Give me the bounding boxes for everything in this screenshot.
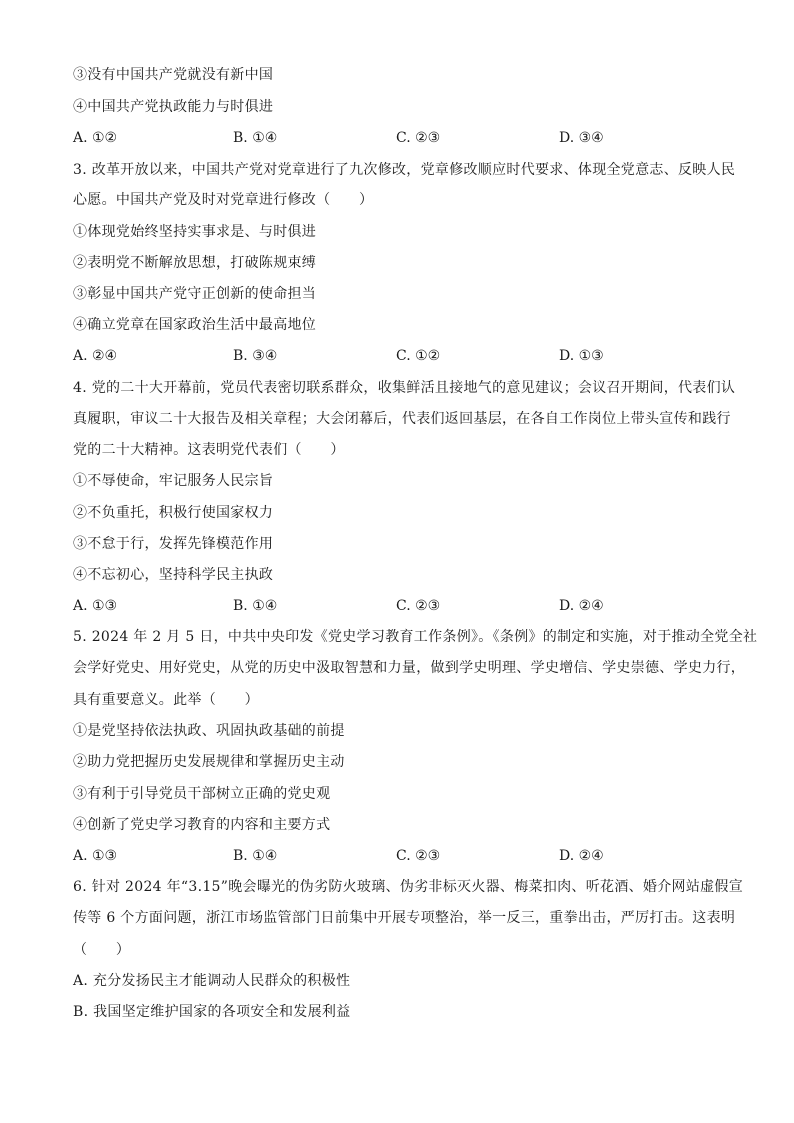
q3-item-1: ①体现党始终坚持实事求是、与时俱进 <box>73 224 317 240</box>
q4-option-a: A. ①③ <box>73 598 118 614</box>
q3-stem-line-1: 3. 改革开放以来，中国共产党对党章进行了九次修改，党章修改顺应时代要求、体现全党意志、反映人民 <box>73 162 736 178</box>
q4-option-c: C. ②③ <box>396 598 441 614</box>
q4-item-3: ③不怠于行，发挥先锋模范作用 <box>73 536 274 552</box>
q5-item-1: ①是党坚持依法执政、巩固执政基础的前提 <box>73 723 345 739</box>
q2-item-4: ④中国共产党执政能力与时俱进 <box>73 99 274 115</box>
q3-option-a: A. ②④ <box>73 348 118 364</box>
q4-item-4: ④不忘初心，坚持科学民主执政 <box>73 567 274 583</box>
q4-stem-line-3: 党的二十大精神。这表明党代表们（ ） <box>73 442 345 458</box>
q3-option-b: B. ③④ <box>233 348 278 364</box>
q3-option-d: D. ①③ <box>559 348 604 364</box>
q5-stem-line-3: 具有重要意义。此举（ ） <box>73 692 259 708</box>
q5-option-b: B. ①④ <box>233 848 278 864</box>
q5-option-a: A. ①③ <box>73 848 118 864</box>
q3-option-c: C. ①② <box>396 348 441 364</box>
q4-option-d: D. ②④ <box>559 598 604 614</box>
q5-item-4: ④创新了党史学习教育的内容和主要方式 <box>73 817 331 833</box>
q5-option-c: C. ②③ <box>396 848 441 864</box>
q3-item-2: ②表明党不断解放思想，打破陈规束缚 <box>73 255 317 271</box>
q4-option-b: B. ①④ <box>233 598 278 614</box>
q2-option-b: B. ①④ <box>233 130 278 146</box>
q5-stem-line-2: 会学好党史、用好党史，从党的历史中汲取智慧和力量，做到学史明理、学史增信、学史崇德、学史力行， <box>73 660 746 676</box>
q5-item-2: ②助力党把握历史发展规律和掌握历史主动 <box>73 754 345 770</box>
q4-item-2: ②不负重托，积极行使国家权力 <box>73 505 274 521</box>
q5-stem-line-1: 5. 2024 年 2 月 5 日，中共中央印发《党史学习教育工作条例》。《条例》的制定和实施，对于推动全党全社 <box>73 629 758 645</box>
q2-option-a: A. ①② <box>73 130 118 146</box>
q6-stem-line-2: 传等 6 个方面问题，浙江市场监管部门日前集中开展专项整治，举一反三，重拳出击，严厉打击。这表明 <box>73 910 736 926</box>
q3-item-4: ④确立党章在国家政治生活中最高地位 <box>73 317 317 333</box>
q2-item-3: ③没有中国共产党就没有新中国 <box>73 67 274 83</box>
q3-item-3: ③彰显中国共产党守正创新的使命担当 <box>73 286 317 302</box>
q6-stem-line-3: （ ） <box>73 942 131 958</box>
q6-choice-a: A. 充分发扬民主才能调动人民群众的积极性 <box>73 973 351 989</box>
q4-stem-line-1: 4. 党的二十大开幕前，党员代表密切联系群众，收集鲜活且接地气的意见建议；会议召开期间，代表们认 <box>73 380 736 396</box>
q4-item-1: ①不辱使命，牢记服务人民宗旨 <box>73 473 274 489</box>
q3-stem-line-2: 心愿。中国共产党及时对党章进行修改（ ） <box>73 192 374 208</box>
q5-option-d: D. ②④ <box>559 848 604 864</box>
q6-choice-b: B. 我国坚定维护国家的各项安全和发展利益 <box>73 1004 351 1020</box>
q5-item-3: ③有利于引导党员干部树立正确的党史观 <box>73 786 331 802</box>
q6-stem-line-1: 6. 针对 2024 年“3.15”晚会曝光的伪劣防火玻璃、伪劣非标灭火器、梅菜扣肉、听花酒、婚介网站虚假宣 <box>73 879 744 895</box>
q2-option-d: D. ③④ <box>559 130 604 146</box>
q2-option-c: C. ②③ <box>396 130 441 146</box>
q4-stem-line-2: 真履职，审议二十大报告及相关章程；大会闭幕后，代表们返回基层，在各自工作岗位上带头宣传和践行 <box>73 411 731 427</box>
